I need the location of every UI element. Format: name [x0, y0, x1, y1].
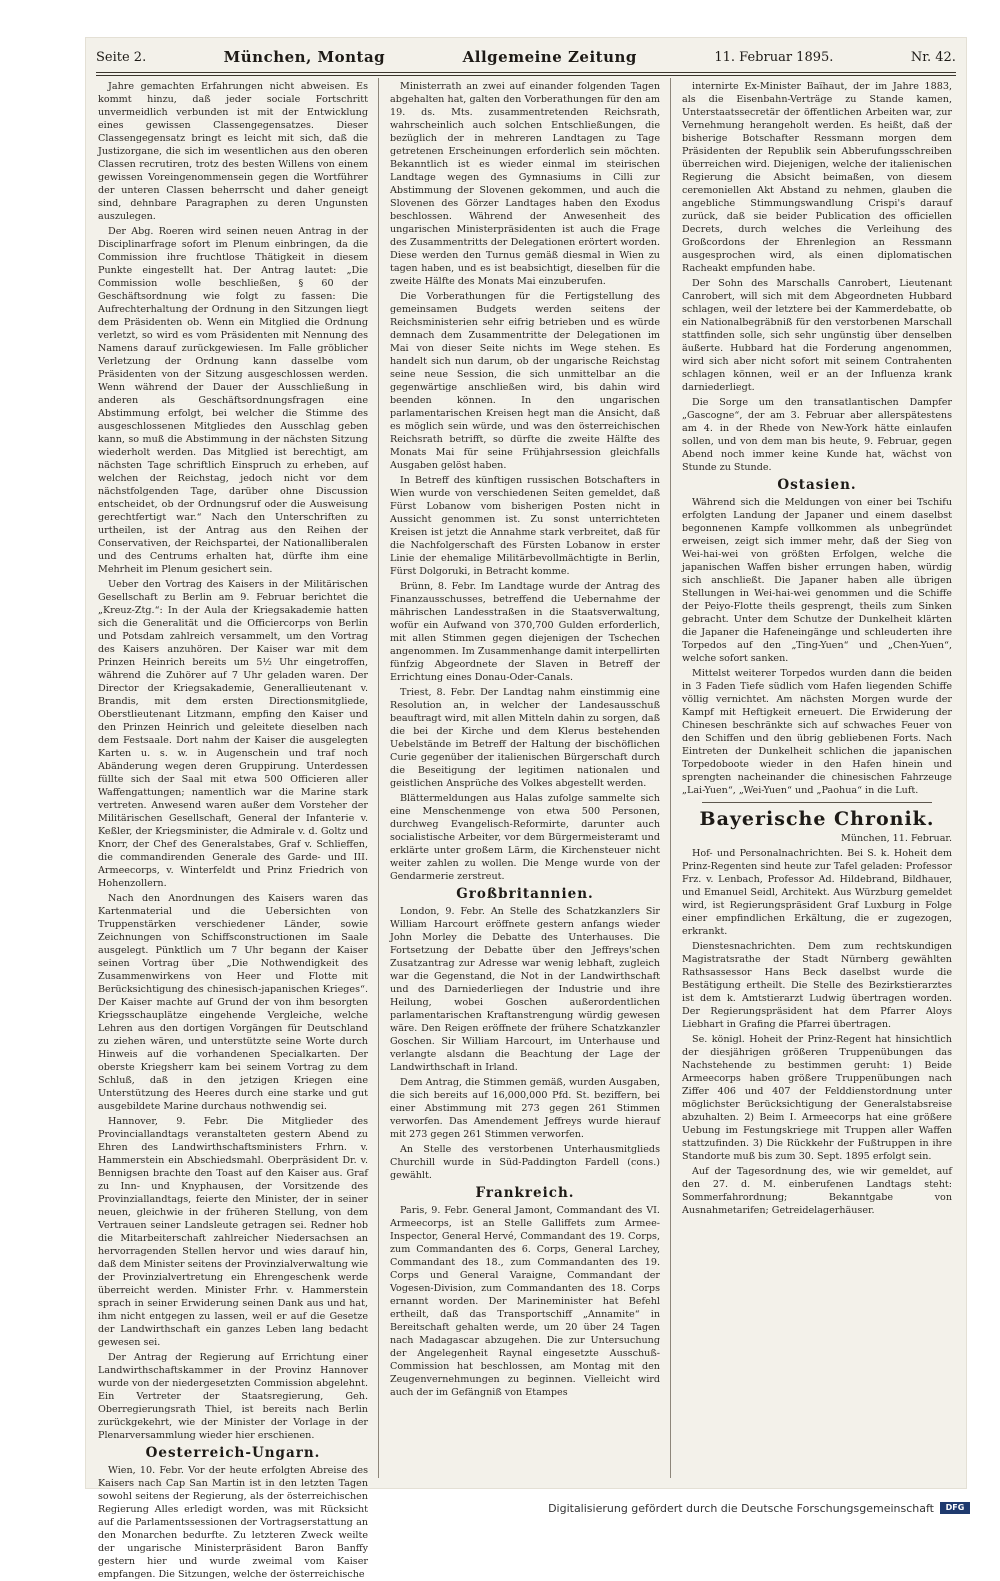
header-rule-double — [96, 75, 956, 76]
section-heading: Oesterreich-Ungarn. — [145, 1445, 321, 1461]
article-text: Ministerrath an zwei auf einander folgenden Tagen abgehalten hat, galten den Vorberathungen für den am 19. ds. Mts. zusammentretenden Reichsrath, wahrscheinlich auch solchen Entschließungen, die bezüglich der in mehreren Landtagen zu Tage getretenen Erscheinungen erforderlich sein möchten. Bekanntlich ist es wieder einmal im steirischen Landtage wegen des Gymnasiums in Cilli zur Abstimmung der Slovenen gekommen, und auch die Slovenen des Görzer Landtages haben den Exodus beschlossen. Während der Anwesenheit des ungarischen Ministerpräsidenten ist auch die Frage des Zusammentritts der Delegationen erörtert worden. Diese werden den Turnus gemäß diesmal in Wien zu tagen haben, und es ist beabsichtigt, dieselben für die zweite Hälfte des Monats Mai einzuberufen. — [390, 81, 660, 287]
article-text: Während sich die Meldungen von einer bei Tschifu erfolgten Landung der Japaner und einem daselbst begonnenen Kampfe vollkommen als unbegründet erweisen, zeigt sich immer mehr, daß der Sieg von Wei-hai-wei von größten Erfolgen, welche die japanischen Waffen bisher errungen haben, würdig sich anschließt. Die Japaner haben alle übrigen Stellungen in Wei-hai-wei genommen und die Schiffe der Peiyo-Flotte theils gesprengt, theils zum Sinken gebracht. Unter dem Schutze der Dunkelheit klärten die Japaner die Hafeneingänge und schleuderten ihre Torpedos auf den „Ting-Yuen“ und „Chen-Yuen“, welche sofort sanken. — [682, 497, 952, 664]
column-3 — [682, 80, 952, 1475]
page-header — [96, 44, 956, 70]
article-text: Jahre gemachten Erfahrungen nicht abweisen. Es kommt hinzu, daß jeder sociale Fortschritt unvermeidlich verbunden ist mit der Entwicklung eines gewissen Classengegensatzes. Dieser Classengegensatz bringt es leicht mit sich, daß die Justizorgane, die sich im wesentlichen aus den oberen Classen recrutiren, trotz des besten Willens von einem gewissen Voreingenommensein gegen die Wortführer der unteren Classen beherrscht und daher geneigt sind, dehnbare Paragraphen zu deren Ungunsten auszulegen. — [98, 81, 368, 222]
place-day: München, Montag — [223, 48, 386, 66]
article-text: Die Vorberathungen für die Fertigstellung des gemeinsamen Budgets werden seitens der Reichsministerien sehr eifrig betrieben und es würde demnach dem Zusammentritte der Delegationen im Mai von dieser Seite nichts im Wege stehen. Es handelt sich nun darum, ob der ungarische Reichstag seine neue Session, die sich unmittelbar an die gegenwärtige anschließen wird, bis dahin wird beenden können. In den ungarischen parlamentarischen Kreisen hegt man die Ansicht, daß es möglich sein würde, und was den österreichischen Reichsrath betrifft, so dürfte die zweite Hälfte des Monats Mai für seine Frühjahrsession gleichfalls Ausgaben gelöst haben. — [390, 291, 660, 471]
header-rule — [96, 72, 956, 73]
newspaper-title: Allgemeine Zeitung — [462, 48, 637, 66]
article-text: In Betreff des künftigen russischen Botschafters in Wien wurde von verschiedenen Seiten gemeldet, daß Fürst Lobanow vom bisherigen Posten nicht in Aussicht genommen ist. Zu sonst unterrichteten Kreisen ist jetzt die Annahme stark verbreitet, daß für die Nachfolgerschaft des Fürsten Lobanow in erster Linie der ehemalige Militärbevollmächtigte in Berlin, Fürst Dolgoruki, in Betracht komme. — [390, 475, 660, 577]
article-text: Nach den Anordnungen des Kaisers waren das Kartenmaterial und die Uebersichten von Truppenstärken verschiedener Länder, sowie Zeichnungen von Schiffsconstructionen im Saale ausgelegt. Pünktlich um 7 Uhr begann der Kaiser seinen Vortrag über „Die Nothwendigkeit des Zusammenwirkens von Heer und Flotte mit Berücksichtigung des chinesisch-japanischen Krieges“. Der Kaiser machte auf Grund der von ihm besorgten Kriegsschauplätze eingehende Vergleiche, welche Lehren aus den dortigen Vorgängen für Deutschland zu ziehen wären, und unterstützte seine Worte durch Hinweis auf die vorhandenen Specialkarten. Der oberste Kriegsherr kam bei seinem Vortrag zu dem Schluß, daß in den jetzigen Kriegen eine Unterstützung des Heeres durch eine starke und gut ausgebildete Marine durchaus nothwendig sei. — [98, 893, 368, 1112]
article-text: Blättermeldungen aus Halas zufolge sammelte sich eine Menschenmenge von etwa 500 Personen, durchweg Evangelisch-Reformirte, darunter auch socialistische Arbeiter, vor dem Bürgermeisteramt und erklärte unter großem Lärm, die Kirchensteuer nicht weiter zahlen zu wollen. Die Menge wurde von der Gendarmerie zerstreut. — [390, 793, 660, 882]
section-heading: Ostasien. — [777, 477, 857, 493]
article-text: Auf der Tagesordnung des, wie wir gemeldet, auf den 27. d. M. einberufenen Landtags steht: Sommerfahrordnung; Bekanntgabe von Ausnahmetarifen; Getreidelagerhäuser. — [682, 1166, 952, 1216]
section-heading: Bayerische Chronik. — [699, 808, 935, 830]
article-text: Der Antrag der Regierung auf Errichtung einer Landwirthschaftskammer in der Provinz Hannover wurde von der niedergesetzten Commission abgelehnt. Ein Vertreter der Staatsregierung, Geh. Oberregierungsrath Thiel, ist bereits nach Berlin zurückgekehrt, wie der Minister der Vorlage in der Plenarversammlung wieder hier erschienen. — [98, 1352, 368, 1441]
column-1 — [98, 80, 368, 1580]
issue-date: 11. Februar 1895. — [714, 49, 834, 65]
article-text: Se. königl. Hoheit der Prinz-Regent hat hinsichtlich der diesjährigen größeren Truppenübungen das Nachstehende zu bestimmen geruht: 1) Beide Armeecorps haben größere Truppenübungen nach Ziffer 406 und 407 der Felddienstordnung unter möglichster Berücksichtigung der Generalstabsreise abzuhalten. 2) Beim I. Armeecorps hat eine größere Uebung im Festungskriege mit Truppen aller Waffen stattzufinden. 3) Die Rückkehr der Fußtruppen in ihre Standorte muß bis zum 30. Sept. 1895 erfolgt sein. — [682, 1034, 952, 1162]
article-text: Hof- und Personalnachrichten. Bei S. k. Hoheit dem Prinz-Regenten sind heute zur Tafel geladen: Professor Frz. v. Lenbach, Professor Ad. Hildebrand, Bildhauer, und Emanuel Seidl, Architekt. Aus Würzburg gemeldet wird, ist Regierungspräsident Graf Luxburg in Folge einer empfindlichen Erkältung, die er zugezogen, erkrankt. — [682, 848, 952, 937]
article-text: Die Sorge um den transatlantischen Dampfer „Gascogne“, der am 3. Februar aber allerspätestens am 4. in der Rhede von New-York hätte einlaufen sollen, und von dem man bis heute, 9. Februar, gegen Abend noch immer keine Kunde hat, wächst von Stunde zu Stunde. — [682, 397, 952, 473]
article-text: Ueber den Vortrag des Kaisers in der Militärischen Gesellschaft zu Berlin am 9. Februar berichtet die „Kreuz-Ztg.“: In der Aula der Kriegsakademie hatten sich die Generalität und die Officiercorps von Berlin und Potsdam zahlreich versammelt, um den Vortrag des Kaisers anzuhören. Der Kaiser war mit dem Prinzen Heinrich bereits um 5½ Uhr eingetroffen, während die Zuhörer auf 7 Uhr geladen waren. Der Director der Kriegsakademie, Generallieutenant v. Brandis, mit dem ersten Directionsmitgliede, Oberstlieutenant Litzmann, empfing den Kaiser und den Prinzen Heinrich und geleitete dieselben nach dem Festsaale. Dort nahm der Kaiser die ausgelegten Karten u. s. w. in Augenschein und traf noch Abänderung wegen deren Gruppirung. Unterdessen füllte sich der Saal mit etwa 500 Officieren aller Waffengattungen; namentlich war die Marine stark vertreten. Anwesend waren außer dem Vorsteher der Militärischen Gesellschaft, General der Infanterie v. Keßler, der Kriegsminister, die Admirale v. d. Goltz und Knorr, der Chef des Generalstabes, Graf v. Schlieffen, die commandirenden Generale des Garde- und III. Armeecorps, v. Winterfeldt und Prinz Friedrich von Hohenzollern. — [98, 579, 368, 889]
credit-text: Digitalisierung gefördert durch die Deutsche Forschungsgemeinschaft — [548, 1501, 934, 1515]
page-number: Seite 2. — [96, 49, 147, 65]
article-text: An Stelle des verstorbenen Unterhausmitglieds Churchill wurde in Süd-Paddington Fardell (cons.) gewählt. — [390, 1144, 660, 1181]
column-2 — [390, 80, 660, 1475]
dateline: München, 11. Februar. — [840, 833, 952, 844]
article-text: Brünn, 8. Febr. Im Landtage wurde der Antrag des Finanzausschusses, betreffend die Uebernahme der mährischen Landesstraßen in die Staatsverwaltung, wofür ein Aufwand von 370,700 Gulden erforderlich, mit allen Stimmen gegen diejenigen der Tschechen angenommen. Im Zusammenhange damit interpellirten fünfzig Abgeordnete der Slaven in Betreff der Errichtung eines Donau-Oder-Canals. — [390, 581, 660, 683]
section-heading: Großbritannien. — [456, 886, 594, 902]
digitization-credit — [548, 1499, 970, 1517]
article-text: Mittelst weiterer Torpedos wurden dann die beiden in 3 Faden Tiefe südlich vom Hafen liegenden Schiffe völlig vernichtet. Am nächsten Morgen wurde der Kampf mit Heftigkeit erneuert. Die Erwiderung der Chinesen beschränkte sich auf schwaches Feuer von den Schiffen und den übrig gebliebenen Forts. Nach Eintreten der Dunkelheit schlichen die japanischen Torpedoboote wieder in den Hafen hinein und sprengten nacheinander die chinesischen Fahrzeuge „Lai-Yuen“, „Wei-Yuen“ und „Paohua“ in die Luft. — [682, 668, 952, 796]
section-divider — [702, 802, 932, 803]
article-text: Hannover, 9. Febr. Die Mitglieder des Provinciallandtags veranstalteten gestern Abend zu Ehren des Landwirthschaftsministers Frhrn. v. Hammerstein ein Abschiedsmahl. Oberpräsident Dr. v. Bennigsen brachte den Toast auf den Kaiser aus. Graf zu Inn- und Knyphausen, der Vorsitzende des Provinziallandtags, feierte den Minister, der in seiner neuen, gleichwie in der früheren Stellung, von dem Vertrauen seiner Landsleute getragen sei. Redner hob die Mitarbeiterschaft zahlreicher Niedersachsen an hervorragenden Stellen hervor und wies darauf hin, daß dem Minister seitens der Provinzialverwaltung wie der Provinzialvertretung ein Ehrengeschenk werde überreicht werden. Minister Frhr. v. Hammerstein sprach in seiner Erwiderung seinen Dank aus und hat, ihm nicht entgegen zu lassen, weil er auf die Gesetze der Landwirthschaft ein ganzes Leben lang bedacht gewesen sei. — [98, 1116, 368, 1348]
column-divider — [670, 78, 671, 1478]
article-text: Wien, 10. Febr. Vor der heute erfolgten Abreise des Kaisers nach Cap San Martin ist in den letzten Tagen sowohl seitens der Regierung, als der österreichischen Regierung Alles erledigt worden, was mit Rücksicht auf die Parlamentssessionen der Vortragserstattung an den Monarchen bedurfte. Zu letzteren Zweck weilte der ungarische Ministerpräsident Baron Banffy gestern hier und wurde zweimal vom Kaiser empfangen. Die Sitzungen, welche der österreichische — [98, 1465, 368, 1580]
article-text: Dem Antrag, die Stimmen gemäß, wurden Ausgaben, die sich bereits auf 16,000,000 Pfd. St. beziffern, bei einer Abstimmung mit 273 gegen 261 Stimmen verworfen. Das Amendement Jeffreys wurde hierauf mit 273 gegen 261 Stimmen verworfen. — [390, 1077, 660, 1140]
issue-number: Nr. 42. — [910, 49, 956, 65]
article-text: Der Sohn des Marschalls Canrobert, Lieutenant Canrobert, will sich mit dem Abgeordneten Hubbard schlagen, weil der letztere bei der Kammerdebatte, ob ein Nationalbegräbniß für den verstorbenen Marschall stattfinden solle, sich sehr ungünstig über denselben äußerte. Hubbard hat die Forderung angenommen, wird sich aber nicht sofort mit seinem Contrahenten schlagen können, weil er an der Influenza krank darniederliegt. — [682, 278, 952, 393]
article-text: Dienstesnachrichten. Dem zum rechtskundigen Magistratsrathe der Stadt Nürnberg gewählten Rathsassessor Hans Beck daselbst wurde die Bestätigung ertheilt. Die Stelle des Bezirkstierarztes ist dem k. Amtstierarzt Ludwig übertragen worden. Der Regierungspräsident hat dem Pfarrer Aloys Liebhart in Grafing die Pfarrei übertragen. — [682, 941, 952, 1030]
dfg-logo: DFG — [940, 1502, 970, 1514]
article-text: internirte Ex-Minister Baïhaut, der im Jahre 1883, als die Eisenbahn-Verträge zu Stande kamen, Unterstaatssecretär der öffentlichen Arbeiten war, zur Vernehmung herangeholt werden. Es heißt, daß der bisherige Botschafter Ressmann morgen dem Präsidenten der Republik sein Abberufungsschreiben überreichen wird. Diejenigen, welche der italienischen Regierung die Absicht beimaßen, von diesem ceremoniellen Akt Abstand zu nehmen, glauben die angebliche Stimmungswandlung Crispi's darauf zurück, daß sie beider Publication des officiellen Decrets, durch welches die Verleihung des Großcordons der Ehrenlegion an Ressmann ausgesprochen wird, als einen diplomatischen Racheakt empfunden habe. — [682, 81, 952, 274]
column-divider — [378, 78, 379, 1478]
section-heading: Frankreich. — [475, 1185, 575, 1201]
article-text: Paris, 9. Febr. General Jamont, Commandant des VI. Armeecorps, ist an Stelle Galliffets zum Armee-Inspector, General Hervé, Commandant des 19. Corps, zum Commandanten des 6. Corps, General Larchey, Commandant des 18., zum Commandanten des 19. Corps und General Varaigne, Commandant der Vogesen-Division, zum Commandanten des 18. Corps ernannt worden. Der Marineminister hat Befehl ertheilt, daß das Transportschiff „Annamite“ in Bereitschaft gehalten werde, um 20 über 24 Tagen nach Madagascar abzugehen. Die zur Untersuchung der Angelegenheit Raynal eingesetzte Ausschuß-Commission hat beschlossen, am Montag mit den Zeugenvernehmungen zu beginnen. Vielleicht wird auch der im Gefängniß von Etampes — [390, 1205, 660, 1398]
article-text: London, 9. Febr. An Stelle des Schatzkanzlers Sir William Harcourt eröffnete gestern anfangs wieder John Morley die Debatte des Unterhauses. Die Fortsetzung der Debatte über den Jeffreys'schen Zusatzantrag zur Adresse war wenig lebhaft, zugleich war die Gegenstand, die Not in der Landwirthschaft und des Darniederliegen der Industrie und ihre Heilung, wobei Goschen außerordentlichen parlamentarischen Kraftanstrengung würdig gewesen wäre. Den Reigen eröffnete der frühere Schatzkanzler Goschen. Sir William Harcourt, im Unterhause und verlangte alsdann die Beachtung der Lage der Landwirthschaft in Irland. — [390, 906, 660, 1073]
article-text: Triest, 8. Febr. Der Landtag nahm einstimmig eine Resolution an, in welcher der Landesausschuß beauftragt wird, mit allen Mitteln dahin zu sorgen, daß die bei der Kirche und dem Klerus bestehenden Uebelstände im Betreff der Haltung der bischöflichen Curie gegenüber der italienischen Bürgerschaft durch die Beseitigung der legitimen nationalen und geistlichen Ansprüche des Volkes abgestellt werden. — [390, 687, 660, 789]
article-text: Der Abg. Roeren wird seinen neuen Antrag in der Disciplinarfrage sofort im Plenum einbringen, da die Commission ihre fruchtlose Thätigkeit in diesem Punkte eingestellt hat. Der Antrag lautet: „Die Commission wolle beschließen, § 60 der Geschäftsordnung wie folgt zu fassen: Die Aufrechterhaltung der Ordnung in den Sitzungen liegt dem Präsidenten ob. Wenn ein Mitglied die Ordnung verletzt, so wird es vom Präsidenten mit Nennung des Namens darauf zurückgewiesen. Im Falle gröblicher Verletzung der Ordnung kann dasselbe vom Präsidenten von der Sitzung ausgeschlossen werden. Wenn während der Dauer der Ausschließung in anderen als Geschäftsordnungsfragen eine Abstimmung erfolgt, bei welcher die Stimme des ausgeschlossenen Mitgliedes den Ausschlag geben kann, so muß die Abstimmung in der nächsten Sitzung wiederholt werden. Das Mitglied ist berechtigt, am nächsten Tage schriftlich Einspruch zu erheben, auf welchen der Reichstag, jedoch nicht vor dem nächstfolgenden Tage, darüber ohne Discussion entscheidet, ob der Ordnungsruf oder die Ausweisung gerechtfertigt war.“ Nach den Unterschriften zu urtheilen, ist der Antrag aus den Reihen der Conservativen, der Reichspartei, der Nationalliberalen und des Centrums erhalten hat, dürfte ihm eine Mehrheit im Plenum gesichert sein. — [98, 226, 368, 575]
